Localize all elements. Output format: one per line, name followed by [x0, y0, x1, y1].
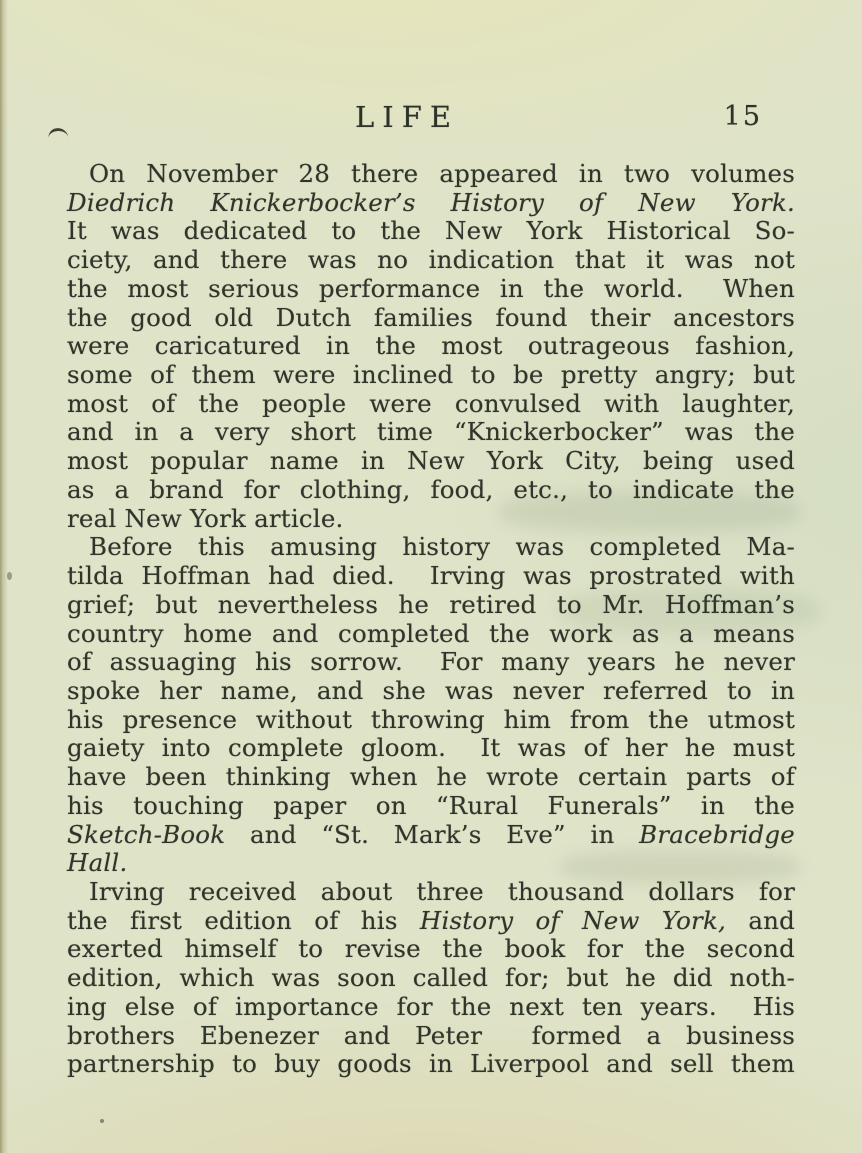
text-line [67, 275, 795, 304]
text-line [67, 878, 795, 907]
text-segment: the first edition of his [67, 905, 420, 935]
text-segment: Before this amusing history was completed Ma- [89, 532, 795, 562]
text-line [67, 591, 795, 620]
text-segment: On November 28 there appeared in two volumes [89, 159, 795, 188]
text-line [67, 562, 795, 591]
text-line [67, 418, 795, 447]
text-line [67, 390, 795, 419]
text-segment: exerted himself to revise the book for the second [67, 934, 795, 964]
running-header-title: LIFE [354, 100, 459, 134]
text-segment: ing else of importance for the next ten years. His [67, 991, 795, 1021]
text-segment: It was dedicated to the New York Historical So- [67, 216, 795, 246]
text-line [67, 907, 795, 936]
text-line [67, 993, 795, 1022]
text-segment: country home and completed the work as a means [67, 618, 795, 648]
text-line [67, 648, 795, 677]
text-segment: and “St. Mark’s Eve” in [225, 819, 640, 849]
text-line [67, 935, 795, 964]
text-segment: gaiety into complete gloom. It was of her he must [67, 733, 795, 763]
text-line [67, 304, 795, 333]
paragraph [67, 878, 795, 1079]
paragraph [67, 533, 795, 878]
text-segment: the good old Dutch families found their ancestors [67, 302, 795, 332]
text-line [67, 734, 795, 763]
text-line [67, 476, 795, 505]
text-line [67, 763, 795, 792]
paper-speck [100, 1119, 104, 1123]
text-line [67, 706, 795, 735]
text-segment: were caricatured in the most outrageous fashion, [67, 331, 795, 361]
italic-text-segment: Sketch-Book [67, 819, 226, 849]
text-line [67, 505, 795, 534]
text-line [67, 160, 795, 189]
text-line [67, 620, 795, 649]
text-line [67, 361, 795, 390]
text-segment: and in a very short time “Knickerbocker” was the [67, 417, 795, 447]
text-segment: Irving received about three thousand dollars for [89, 876, 795, 906]
text-line [67, 821, 795, 850]
text-line [67, 792, 795, 821]
text-segment: most of the people were convulsed with laughter, [67, 388, 795, 418]
text-segment: most popular name in New York City, being used [67, 446, 795, 476]
text-line [67, 964, 795, 993]
text-segment: some of them were inclined to be pretty angry; but [67, 360, 795, 390]
text-line [67, 246, 795, 275]
text-line [67, 189, 795, 218]
text-segment: tilda Hoffman had died. Irving was prostrated with [67, 561, 795, 591]
text-line [67, 1022, 795, 1051]
page-number: 15 [723, 101, 762, 132]
text-segment: grief; but nevertheless he retired to Mr. Hoffman’s [67, 589, 795, 619]
text-segment: have been thinking when he wrote certain parts of [67, 762, 795, 792]
text-segment: as a brand for clothing, food, etc., to indicate the [67, 474, 795, 504]
text-segment: the most serious performance in the world. When [67, 273, 795, 303]
text-line [67, 677, 795, 706]
text-line [67, 217, 795, 246]
text-segment: his presence without throwing him from the utmost [67, 704, 795, 734]
text-segment: edition, which was soon called for; but he did noth- [67, 963, 795, 993]
text-line [67, 533, 795, 562]
text-segment: ciety, and there was no indication that it was not [67, 245, 795, 275]
text-segment: brothers Ebenezer and Peter formed a business [67, 1020, 795, 1050]
text-segment: and [726, 905, 795, 935]
italic-text-segment: Hall. [67, 848, 128, 878]
text-segment: his touching paper on “Rural Funerals” in the [67, 790, 795, 820]
paper-speck [7, 572, 12, 580]
text-line [67, 447, 795, 476]
paragraph [67, 160, 795, 533]
italic-text-segment: Bracebridge [639, 819, 795, 849]
text-segment: spoke her name, and she was never referred to in [67, 675, 795, 705]
text-segment: partnership to buy goods in Liverpool and sell them [67, 1049, 795, 1079]
text-segment: of assuaging his sorrow. For many years he never [67, 647, 795, 677]
text-block [67, 160, 795, 1079]
text-line [67, 849, 795, 878]
text-line [67, 1050, 795, 1079]
text-segment: real New York article. [67, 503, 344, 533]
text-line [67, 332, 795, 361]
italic-text-segment: Diedrich Knickerbocker’s History of New York. [67, 187, 795, 217]
italic-text-segment: History of New York, [419, 905, 727, 935]
